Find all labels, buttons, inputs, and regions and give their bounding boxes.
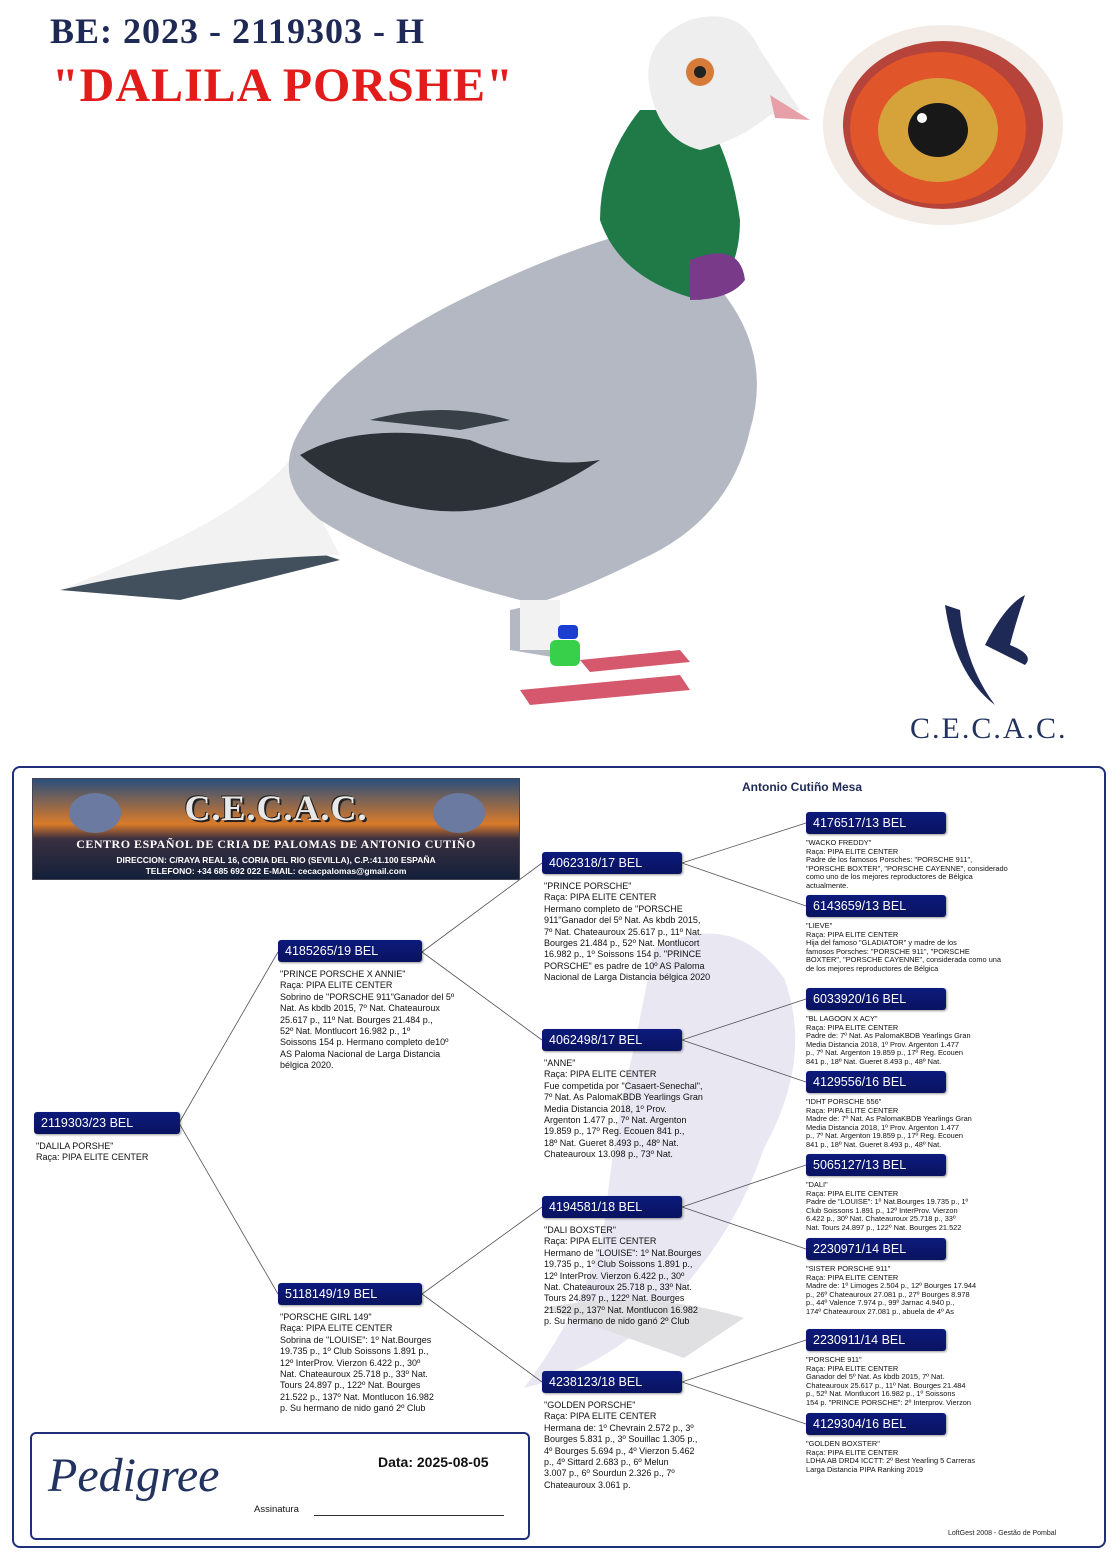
info-line: p., 26º Chateauroux 27.081 p., 27º Bourges 8.978 [806, 1289, 970, 1299]
info-line: 52º Nat. Montlucort 16.982 p., 1º [280, 1026, 411, 1037]
info-line: Tours 24.897 p., 122º Nat. Bourges [544, 1293, 685, 1304]
software-credit: LoftGest 2008 - Gestão de Pombal [948, 1530, 1057, 1537]
info-line: 25.617 p., 11º Nat. Bourges 21.484 p., [280, 1014, 433, 1025]
grandparent-ring-box[interactable]: 4238123/18 BEL [542, 1371, 682, 1393]
info-line: 16.982 p., 1º Soissons 154 p. "PRINCE [544, 949, 702, 960]
pedigree-signature-box [30, 1432, 530, 1540]
pedigree-sheet [12, 766, 1106, 1548]
info-line: Padre de "LOUISE": 1º Nat.Bourges 19.735 p., 1º [806, 1197, 969, 1207]
info-line: 21.522 p., 137º Nat. Montlucon 16.982 [280, 1391, 434, 1402]
info-line: Raça: PIPA ELITE CENTER [806, 1105, 899, 1115]
grandparent-ring-box[interactable]: 4062318/17 BEL [542, 852, 682, 874]
dam-info [280, 1312, 485, 1415]
info-line: Raça: PIPA ELITE CENTER [806, 1447, 899, 1457]
pigeon-eye-photo [818, 18, 1068, 233]
bird-name-title: "DALILA PORSHE" [52, 59, 514, 112]
signature-label: Assinatura [254, 1504, 299, 1515]
info-line: Raça: PIPA ELITE CENTER [36, 1152, 149, 1163]
cecac-logo-text: C.E.C.A.C. [910, 712, 1068, 745]
info-line: 3.007 p., 6º Sourdun 2.326 p., 7º [544, 1468, 675, 1479]
info-line: "DALI BOXSTER" [544, 1225, 616, 1235]
info-line: Bourges 5.831 p., 3º Souillac 1.305 p., [544, 1434, 698, 1445]
info-line: Media Distancia 2018, 1º Prov. Argenton 1.477 [806, 1039, 959, 1049]
info-line: Padre de: 7º Nat. As PalomaKBDB Yearlings Gran [806, 1031, 971, 1041]
info-line: Nat. As kbdb 2015, 7º Nat. Chateauroux [280, 1003, 440, 1014]
info-line: Raça: PIPA ELITE CENTER [544, 1411, 657, 1422]
info-line: 18º Nat. Gueret 8.493 p., 48º Nat. [544, 1137, 679, 1148]
info-line: Chateauroux 25.617 p., 11º Nat. Bourges 21.484 [806, 1380, 966, 1390]
info-line: BOXTER", "PORSCHE CAYENNE", considerada como una [806, 955, 1002, 965]
grandparent-info [544, 1225, 744, 1328]
info-line: p., 4º Sittard 2.683 p., 6º Melun [544, 1457, 669, 1468]
great-grandparent-info [806, 922, 1096, 974]
sire-ring-box[interactable]: 4185265/19 BEL [278, 940, 422, 962]
info-line: AS Paloma Nacional de Larga Distancia [280, 1048, 441, 1059]
info-line: 7º Nat. Chateauroux 25.617 p., 11º Nat. [544, 926, 703, 937]
info-line: actualmente. [806, 880, 849, 890]
great-grandparent-ring-box[interactable]: 4129556/16 BEL [806, 1071, 946, 1093]
banner-contact-line: TELEFONO: +34 685 692 022 E-MAIL: cecacpalomas@gmail.com [145, 866, 407, 876]
info-line: 19.735 p., 1º Club Soissons 1.891 p., [280, 1346, 429, 1357]
pedigree-date: Data: 2025-08-05 [378, 1454, 489, 1470]
info-line: Chateauroux 3.061 p. [544, 1479, 631, 1490]
info-line: Raça: PIPA ELITE CENTER [806, 1188, 899, 1198]
info-line: Hermano de "LOUISE": 1º Nat.Bourges [544, 1247, 702, 1258]
grandparent-ring-box[interactable]: 4062498/17 BEL [542, 1029, 682, 1051]
info-line: bélgica 2020. [280, 1060, 334, 1071]
subject-info [36, 1141, 196, 1164]
info-line: "GOLDEN PORSCHE" [544, 1400, 636, 1410]
info-line: Nat. Chateauroux 25.718 p., 33º Nat. [280, 1369, 428, 1380]
info-line: Raça: PIPA ELITE CENTER [280, 1323, 393, 1334]
info-line: "ANNE" [544, 1058, 576, 1068]
info-line: famosos Porsches: "PORSCHE 911", "PORSCHE [806, 946, 970, 956]
info-line: p., 44º Valence 7.974 p., 99º Jarnac 4.940 p., [806, 1298, 955, 1308]
info-line: Sobrina de "LOUISE": 1º Nat.Bourges [280, 1334, 432, 1345]
dam-ring-box[interactable]: 5118149/19 BEL [278, 1283, 422, 1305]
great-grandparent-info [806, 1356, 1096, 1408]
info-line: como uno de los mejores reproductores de Bélgica [806, 872, 973, 882]
info-line: 12º InterProv. Vierzon 6.422 p., 30º [280, 1357, 421, 1368]
ring-number-title: BE: 2023 - 2119303 - H [50, 11, 426, 51]
info-line: PORSCHE" es padre de 10º AS Paloma [544, 960, 705, 971]
info-line: Tours 24.897 p., 122º Nat. Bourges [280, 1380, 421, 1391]
info-line: "WACKO FREDDY" [806, 838, 872, 847]
great-grandparent-info [806, 839, 1096, 891]
info-line: p., 7º Nat. Argenton 19.859 p., 17º Reg. Ecouen [806, 1131, 964, 1141]
info-line: Raça: PIPA ELITE CENTER [806, 929, 899, 939]
info-line: Ganador del 5º Nat. As kbdb 2015, 7º Nat. [806, 1372, 945, 1382]
great-grandparent-ring-box[interactable]: 5065127/13 BEL [806, 1154, 946, 1176]
great-grandparent-ring-box[interactable]: 6033920/16 BEL [806, 988, 946, 1010]
banner-title: C.E.C.A.C. [184, 788, 368, 828]
info-line: Padre de los famosos Porsches: "PORSCHE 911", [806, 855, 973, 865]
info-line: Soissons 154 p. Hermano completo de10º [280, 1037, 449, 1048]
info-line: p., 52º Nat. Montlucort 16.982 p., 1º Soissons [806, 1389, 956, 1399]
info-line: Raça: PIPA ELITE CENTER [806, 1022, 899, 1032]
info-line: 4º Bourges 5.694 p., 4º Vierzon 5.462 [544, 1445, 695, 1456]
info-line: Raça: PIPA ELITE CENTER [544, 1069, 657, 1080]
owner-name: Antonio Cutiño Mesa [742, 780, 862, 794]
info-line: Club Soissons 1.891 p., 12º InterProv. Vierzon [806, 1205, 958, 1215]
info-line: p. Su hermano de nido ganó 2º Club [280, 1403, 426, 1414]
info-line: 154 p. "PRINCE PORSCHE": 2º Interprov. Vierzon [806, 1397, 971, 1407]
info-line: Madre de: 7º Nat. As PalomaKBDB Yearlings Gran [806, 1114, 972, 1124]
info-line: Raça: PIPA ELITE CENTER [806, 1363, 899, 1373]
pigeon-photo [40, 0, 820, 730]
great-grandparent-ring-box[interactable]: 2230911/14 BEL [806, 1329, 946, 1351]
info-line: Chateauroux 13.098 p., 73º Nat. [544, 1149, 673, 1160]
info-line: Hermano completo de "PORSCHE [544, 903, 683, 914]
info-line: 911"Ganador del 5º Nat. As kbdb 2015, [544, 915, 701, 926]
info-line: "PORSCHE BOXTER", "PORSCHE CAYENNE", considerado [806, 863, 1008, 873]
info-line: Nacional de Larga Distancia bélgica 2020 [544, 972, 711, 983]
info-line: 19.735 p., 1º Club Soissons 1.891 p., [544, 1259, 693, 1270]
signature-line [314, 1515, 504, 1516]
banner-address-line: DIRECCION: C/RAYA REAL 16, CORIA DEL RIO (SEVILLA), C.P.:41.100 ESPAÑA [116, 855, 436, 865]
pedigree-script-title: Pedigree [48, 1449, 220, 1502]
info-line: 21.522 p., 137º Nat. Montlucon 16.982 [544, 1304, 698, 1315]
great-grandparent-ring-box[interactable]: 2230971/14 BEL [806, 1238, 946, 1260]
grandparent-ring-box[interactable]: 4194581/18 BEL [542, 1196, 682, 1218]
info-line: Raça: PIPA ELITE CENTER [806, 1272, 899, 1282]
info-line: Fue competida por "Casaert-Senechal", [544, 1080, 703, 1091]
grandparent-info [544, 1058, 744, 1161]
info-line: "PORSCHE 911" [806, 1355, 862, 1364]
great-grandparent-ring-box[interactable]: 4129304/16 BEL [806, 1413, 946, 1435]
info-line: 174º Chateauroux 27.081 p., abuela de 4º As [806, 1306, 954, 1316]
info-line: Hija del famoso "GLADIATOR" y madre de los [806, 938, 957, 948]
info-line: Raça: PIPA ELITE CENTER [806, 846, 899, 856]
info-line: "BL LAGOON X ACY" [806, 1014, 878, 1023]
info-line: Nat. Tours 24.897 p., 122º Nat. Bourges 21.522 [806, 1222, 962, 1232]
info-line: "PORSCHE GIRL 149" [280, 1312, 372, 1322]
info-line: Raça: PIPA ELITE CENTER [280, 980, 393, 991]
subject-ring-box[interactable]: 2119303/23 BEL [34, 1112, 180, 1134]
banner-subtitle: CENTRO ESPAÑOL DE CRIA DE PALOMAS DE ANTONIO CUTIÑO [76, 837, 476, 851]
info-line: 6.422 p., 30º Nat. Chateauroux 25.718 p., 33º [806, 1214, 956, 1224]
great-grandparent-ring-box[interactable]: 6143659/13 BEL [806, 895, 946, 917]
info-line: Raça: PIPA ELITE CENTER [544, 1236, 657, 1247]
info-line: Media Distancia 2018, 1º Prov. Argenton 1.477 [806, 1122, 959, 1132]
info-line: Bourges 21.484 p., 52º Nat. Montlucort [544, 938, 700, 949]
great-grandparent-ring-box[interactable]: 4176517/13 BEL [806, 812, 946, 834]
great-grandparent-info [806, 1265, 1096, 1317]
info-line: "IDHT PORSCHE 556" [806, 1097, 882, 1106]
info-line: "DALI" [806, 1180, 828, 1189]
info-line: 12º InterProv. Vierzon 6.422 p., 30º [544, 1270, 685, 1281]
info-line: 19.859 p., 17º Reg. Ecouen 841 p., [544, 1126, 685, 1137]
great-grandparent-info [806, 1015, 1096, 1067]
info-line: "LIEVE" [806, 921, 833, 930]
grandparent-info [544, 881, 744, 984]
sire-info [280, 969, 485, 1072]
info-line: p., 7º Nat. Argenton 19.859 p., 17º Reg. Ecouen [806, 1048, 964, 1058]
great-grandparent-info [806, 1098, 1096, 1150]
info-line: "SISTER PORSCHE 911" [806, 1264, 891, 1273]
info-line: Hermana de: 1º Chevrain 2.572 p., 3º [544, 1422, 694, 1433]
info-line: Media Distancia 2018, 1º Prov. [544, 1103, 667, 1114]
great-grandparent-info [806, 1181, 1096, 1233]
info-line: Larga Distancia PIPA Ranking 2019 [806, 1464, 923, 1474]
info-line: LDHA AB DRD4 ICCTT: 2º Best Yearling 5 Carreras [806, 1456, 976, 1466]
info-line: "GOLDEN BOXSTER" [806, 1439, 880, 1448]
info-line: 7º Nat. As PalomaKBDB Yearlings Gran [544, 1092, 703, 1103]
info-line: Sobrino de "PORSCHE 911"Ganador del 5º [280, 991, 455, 1002]
info-line: 841 p., 18º Nat. Gueret 8.493 p., 48º Nat. [806, 1056, 942, 1066]
info-line: p. Su hermano de nido ganó 2º Club [544, 1316, 690, 1327]
info-line: "PRINCE PORSCHE X ANNIE" [280, 969, 406, 979]
grandparent-info [544, 1400, 744, 1491]
info-line: "DALILA PORSHE" [36, 1141, 114, 1151]
info-line: Nat. Chateauroux 25.718 p., 33º Nat. [544, 1282, 692, 1293]
info-line: Madre de: 1º Limoges 2.504 p., 12º Bourges 17.944 [806, 1281, 977, 1291]
info-line: "PRINCE PORSCHE" [544, 881, 632, 891]
great-grandparent-info [806, 1440, 1096, 1474]
info-line: Argenton 1.477 p., 7º Nat. Argenton [544, 1115, 687, 1126]
info-line: Raça: PIPA ELITE CENTER [544, 892, 657, 903]
info-line: de los mejores reproductores de Bélgica [806, 963, 939, 973]
info-line: 841 p., 18º Nat. Gueret 8.493 p., 48º Nat. [806, 1139, 942, 1149]
